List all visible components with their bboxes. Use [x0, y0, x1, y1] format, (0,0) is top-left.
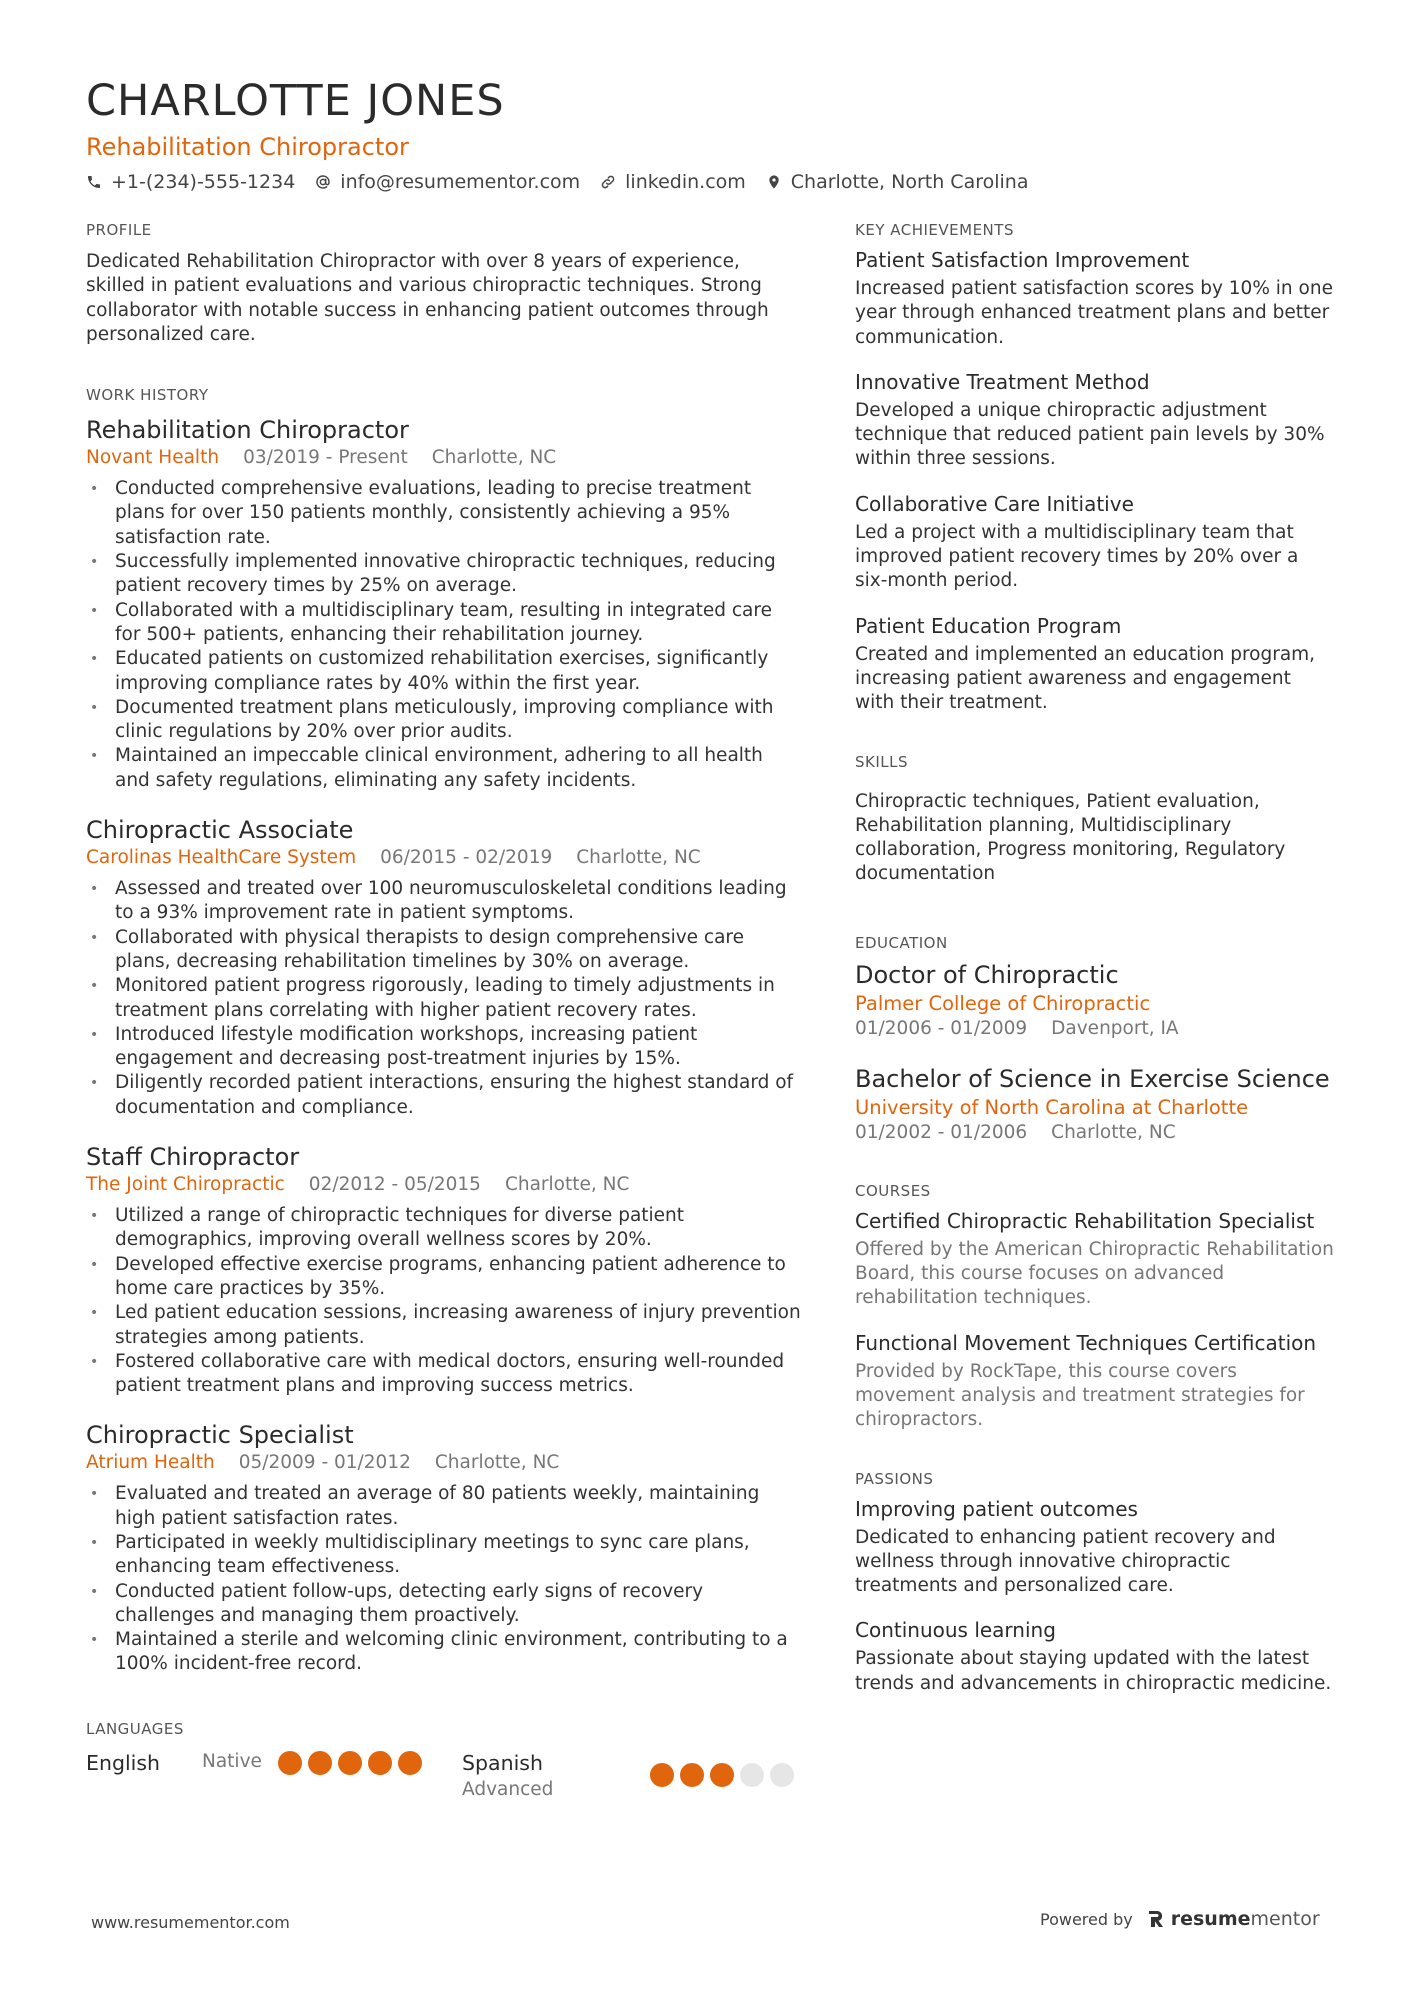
education-item [855, 959, 1335, 1041]
job-meta [86, 1172, 801, 1198]
language-spanish [462, 1749, 794, 1803]
education-item [855, 1063, 1335, 1145]
languages-heading: LANGUAGES [86, 1719, 184, 1738]
job-bullet: • Conducted patient follow-ups, detecting early signs of recovery challenges and managing them proactively. [86, 1580, 801, 1629]
contact-bar [86, 168, 1326, 196]
job-bullet: • Introduced lifestyle modification workshops, increasing patient engagement and decreasing post-treatment injuries by 15%. [86, 1023, 801, 1072]
course-text: Provided by RockTape, this course covers movement analysis and treatment strategies for chiropractors. [855, 1360, 1305, 1431]
language-level: Advanced [462, 1778, 554, 1800]
job-location: Charlotte, NC [434, 1452, 560, 1474]
work-history-section [86, 385, 801, 1677]
footer-website[interactable]: www.resumementor.com [91, 1913, 290, 1932]
skills-section [855, 752, 1335, 887]
powered-by-label: Powered by [1040, 1909, 1133, 1929]
job-entry [86, 1142, 801, 1398]
education-degree: Doctor of Chiropractic [855, 960, 1119, 989]
course-text: Offered by the American Chiropractic Rehabilitation Board, this course focuses on advanced rehabilitation techniques. [855, 1238, 1334, 1309]
job-bullet: • Successfully implemented innovative chiropractic techniques, reducing patient recovery times by 25% on average. [86, 550, 801, 599]
rating-dot-filled [368, 1751, 392, 1775]
achievement-title: Patient Education Program [855, 613, 1122, 638]
language-name: Spanish [462, 1750, 543, 1775]
achievement-title: Collaborative Care Initiative [855, 491, 1134, 516]
job-location: Charlotte, NC [431, 447, 557, 469]
language-english [86, 1749, 462, 1777]
contact-location [766, 168, 1029, 196]
job-location: Charlotte, NC [576, 847, 701, 869]
job-bullet: • Collaborated with a multidisciplinary team, resulting in integrated care for 500+ patients, enhancing their rehabilitation journey. [86, 599, 801, 648]
job-bullet: • Monitored patient progress rigorously, leading to timely adjustments in treatment plans correlating with higher patient recovery rates. [86, 974, 801, 1023]
passion-text: Passionate about staying updated with the latest trends and advancements in chiropractic medicine. [855, 1648, 1332, 1694]
language-level: Native [202, 1750, 262, 1772]
job-bullet: • Educated patients on customized rehabilitation exercises, significantly improving compliance rates by 40% within the first year. [86, 647, 801, 696]
location-text: Charlotte, North Carolina [790, 171, 1029, 193]
education-meta [855, 1121, 1335, 1145]
course-title: Functional Movement Techniques Certification [855, 1330, 1317, 1355]
skills-text: Chiropractic techniques, Patient evaluation, Rehabilitation planning, Multidisciplinary collaboration, Progress monitoring, Regulatory documentation [855, 790, 1286, 885]
contact-email[interactable] [315, 168, 580, 196]
job-bullets [86, 1204, 801, 1398]
job-entry [86, 415, 801, 793]
achievement-text: Created and implemented an education program, increasing patient awareness and engagement with their treatment. [855, 643, 1316, 714]
job-entry [86, 1420, 801, 1676]
passion-item [855, 1495, 1335, 1599]
contact-phone [86, 168, 295, 196]
job-company: The Joint Chiropractic [86, 1174, 285, 1196]
job-bullet: • Participated in weekly multidisciplinary meetings to sync care plans, enhancing team effectiveness. [86, 1531, 801, 1580]
rating-dot-filled [650, 1763, 674, 1787]
education-location: Davenport, IA [1051, 1017, 1179, 1039]
job-bullet: • Documented treatment plans meticulously, improving compliance with clinic regulations by 20% over prior audits. [86, 696, 801, 745]
footer-powered [1040, 1908, 1320, 1930]
achievement-item [855, 368, 1335, 472]
rating-dot-empty [740, 1763, 764, 1787]
course-item [855, 1207, 1335, 1311]
passions-section [855, 1469, 1335, 1696]
language-rating [650, 1763, 794, 1787]
contact-linkedin[interactable] [600, 168, 746, 196]
job-bullet: • Utilized a range of chiropractic techniques for diverse patient demographics, improving overall wellness scores by 20%. [86, 1204, 801, 1253]
phone-icon [86, 174, 102, 190]
job-entry [86, 815, 801, 1120]
profile-heading: PROFILE [86, 221, 152, 239]
location-pin-icon [766, 174, 782, 190]
achievement-item [855, 490, 1335, 594]
candidate-role: Rehabilitation Chiropractor [86, 133, 409, 161]
education-location: Charlotte, NC [1051, 1121, 1176, 1143]
rating-dot-filled [338, 1751, 362, 1775]
rating-dot-filled [278, 1751, 302, 1775]
job-bullet: • Led patient education sessions, increasing awareness of injury prevention strategies among patients. [86, 1301, 801, 1350]
job-title: Chiropractic Specialist [86, 1421, 354, 1450]
resume-header [86, 74, 1326, 196]
language-name: English [86, 1750, 161, 1775]
language-rating [278, 1751, 422, 1775]
profile-text: Dedicated Rehabilitation Chiropractor with over 8 years of experience, skilled in patient evaluations and various chiropractic techniques. Strong collaborator with notable success in enhancing patient outcomes through personalized care. [86, 251, 769, 345]
left-column [86, 220, 801, 1803]
rating-dot-filled [680, 1763, 704, 1787]
job-company: Atrium Health [86, 1452, 215, 1474]
right-column [855, 220, 1335, 1714]
language-name-block [462, 1749, 650, 1803]
education-dates: 01/2002 - 01/2006 [855, 1121, 1028, 1143]
job-meta [86, 445, 801, 471]
job-meta [86, 1450, 801, 1476]
job-company: Carolinas HealthCare System [86, 847, 357, 869]
job-dates: 05/2009 - 01/2012 [238, 1452, 411, 1474]
phone-text: +1-(234)-555-1234 [111, 171, 296, 193]
achievement-text: Led a project with a multidisciplinary team that improved patient recovery times by 20% over a six-month period. [855, 521, 1299, 592]
job-dates: 03/2019 - Present [243, 447, 408, 469]
linkedin-text: linkedin.com [625, 171, 746, 193]
job-bullet: • Assessed and treated over 100 neuromusculoskeletal conditions leading to a 93% improvement rate in patient symptoms. [86, 877, 801, 926]
link-icon [600, 174, 616, 190]
job-location: Charlotte, NC [504, 1174, 630, 1196]
job-title: Chiropractic Associate [86, 816, 354, 845]
achievement-title: Patient Satisfaction Improvement [855, 248, 1190, 272]
work-history-heading: WORK HISTORY [86, 386, 209, 405]
job-bullet: • Conducted comprehensive evaluations, leading to precise treatment plans for over 150 patients monthly, consistently achieving a 95% satisfaction rate. [86, 477, 801, 550]
job-dates: 06/2015 - 02/2019 [380, 847, 553, 869]
job-title: Staff Chiropractor [86, 1143, 300, 1172]
at-icon [315, 174, 331, 190]
candidate-name: CHARLOTTE JONES [86, 76, 505, 126]
brand-thin: mentor [1250, 1908, 1320, 1930]
passion-title: Improving patient outcomes [855, 1496, 1138, 1521]
achievement-item [855, 246, 1335, 350]
job-title: Rehabilitation Chiropractor [86, 416, 409, 445]
passion-item [855, 1616, 1335, 1696]
job-bullet: • Fostered collaborative care with medical doctors, ensuring well-rounded patient treatment plans and improving success metrics. [86, 1350, 801, 1399]
achievement-title: Innovative Treatment Method [855, 369, 1150, 394]
skills-heading: SKILLS [855, 752, 909, 771]
resumementor-logo-icon [1147, 1909, 1165, 1929]
education-meta [855, 1017, 1335, 1041]
job-bullet: • Maintained a sterile and welcoming clinic environment, contributing to a 100% incident-free record. [86, 1628, 801, 1677]
courses-heading: COURSES [855, 1181, 931, 1200]
job-bullet: • Evaluated and treated an average of 80 patients weekly, maintaining high patient satisfaction rates. [86, 1482, 801, 1531]
job-bullets [86, 877, 801, 1120]
job-bullet: • Developed effective exercise programs, enhancing patient adherence to home care practices by 35%. [86, 1253, 801, 1302]
course-title: Certified Chiropractic Rehabilitation Specialist [855, 1208, 1315, 1233]
job-meta [86, 845, 801, 871]
education-degree: Bachelor of Science in Exercise Science [855, 1064, 1330, 1093]
job-bullet: • Diligently recorded patient interactions, ensuring the highest standard of documentation and compliance. [86, 1071, 801, 1120]
achievement-text: Increased patient satisfaction scores by 10% in one year through enhanced treatment plans and better communication. [855, 278, 1333, 348]
profile-section [86, 220, 801, 347]
rating-dot-empty [770, 1763, 794, 1787]
job-company: Novant Health [86, 447, 220, 469]
brand-logo[interactable] [1147, 1908, 1320, 1930]
rating-dot-filled [308, 1751, 332, 1775]
achievements-heading: KEY ACHIEVEMENTS [855, 221, 1014, 239]
brand-bold: resume [1170, 1908, 1251, 1930]
passion-text: Dedicated to enhancing patient recovery and wellness through innovative chiropractic treatments and personalized care. [855, 1526, 1276, 1597]
courses-section [855, 1181, 1335, 1433]
languages-row [86, 1749, 801, 1803]
education-heading: EDUCATION [855, 933, 948, 952]
passion-title: Continuous learning [855, 1618, 1056, 1643]
education-school: Palmer College of Chiropractic [855, 991, 1151, 1015]
rating-dot-filled [398, 1751, 422, 1775]
job-bullet: • Collaborated with physical therapists to design comprehensive care plans, decreasing rehabilitation timelines by 30% on average. [86, 926, 801, 975]
education-section [855, 933, 1335, 1145]
achievements-section [855, 220, 1335, 716]
education-dates: 01/2006 - 01/2009 [855, 1017, 1028, 1039]
passions-heading: PASSIONS [855, 1469, 934, 1488]
job-bullets [86, 1482, 801, 1676]
job-dates: 02/2012 - 05/2015 [308, 1174, 481, 1196]
email-text: info@resumementor.com [340, 171, 581, 193]
job-bullet: • Maintained an impeccable clinical environment, adhering to all health and safety regulations, eliminating any safety incidents. [86, 744, 801, 793]
job-bullets [86, 477, 801, 793]
achievement-item [855, 612, 1335, 716]
languages-section [86, 1719, 801, 1803]
achievement-text: Developed a unique chiropractic adjustment technique that reduced patient pain levels by 30% within three sessions. [855, 399, 1325, 470]
course-item [855, 1329, 1335, 1433]
rating-dot-filled [710, 1763, 734, 1787]
education-school: University of North Carolina at Charlotte [855, 1095, 1249, 1119]
